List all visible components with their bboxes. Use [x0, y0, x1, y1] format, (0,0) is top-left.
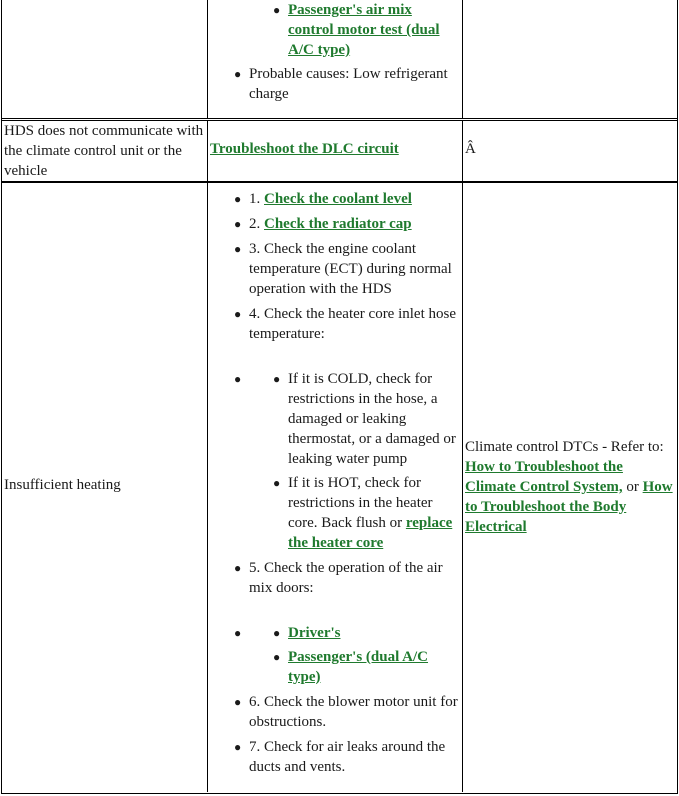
list-item — [273, 473, 461, 553]
list-item — [273, 623, 461, 643]
cause-list — [234, 64, 461, 104]
drivers-link[interactable]: Driver's — [288, 625, 341, 641]
body-electrical-troubleshoot-link[interactable]: How to Troubleshoot the Body Electrical — [465, 479, 673, 535]
other-cell — [463, 183, 677, 792]
other-cell — [463, 0, 677, 118]
procedure-cell — [207, 183, 463, 792]
or-text: or — [622, 479, 643, 495]
troubleshooting-table — [1, 0, 678, 794]
sub-list — [273, 0, 460, 60]
step-number: 2. — [249, 216, 264, 232]
list-item — [234, 64, 461, 104]
passengers-dual-ac-link[interactable]: Passenger's (dual A/C type) — [288, 649, 429, 685]
step-text: 3. Check the engine coolant temperature (ECT) during normal operation with the HDS — [249, 241, 452, 297]
bullet-icon: ● — [273, 650, 281, 664]
list-item — [234, 623, 461, 687]
list-item — [234, 558, 461, 598]
bullet-icon: ● — [273, 372, 281, 386]
replace-heater-core-link[interactable]: replace the heater core — [288, 515, 453, 551]
list-item — [273, 0, 460, 60]
list-item — [234, 239, 461, 299]
list-item — [234, 189, 461, 209]
other-cell — [463, 121, 677, 181]
check-radiator-cap-link[interactable]: Check the radiator cap — [264, 216, 412, 232]
other-text — [465, 437, 675, 537]
check-coolant-level-link[interactable]: Check the coolant level — [264, 191, 412, 207]
bullet-icon: ● — [234, 217, 242, 231]
list-item — [234, 214, 461, 234]
step-text: 4. Check the heater core inlet hose temperature: — [249, 306, 456, 342]
bullet-icon: ● — [234, 192, 242, 206]
list-item — [234, 737, 461, 777]
refer-text: Climate control DTCs - Refer to: — [465, 439, 664, 455]
symptom-text: HDS does not communicate with the climate control unit or the vehicle — [4, 123, 204, 179]
table-row — [2, 0, 677, 119]
bullet-icon: ● — [234, 242, 242, 256]
troubleshoot-dlc-link[interactable]: Troubleshoot the DLC circuit — [210, 141, 399, 157]
list-item — [273, 369, 461, 469]
procedure-cell — [207, 0, 463, 118]
procedure-list — [234, 189, 461, 782]
step-text: 5. Check the operation of the air mix doors: — [249, 560, 443, 596]
list-item — [234, 369, 461, 553]
bullet-icon: ● — [273, 3, 281, 17]
table-row — [2, 120, 677, 182]
list-item — [234, 304, 461, 344]
sub-list — [273, 369, 461, 553]
climate-control-troubleshoot-link[interactable]: How to Troubleshoot the Climate Control System, — [465, 459, 623, 495]
step-text: 7. Check for air leaks around the ducts and vents. — [249, 739, 446, 775]
bullet-icon: ● — [273, 626, 281, 640]
bullet-icon: ● — [273, 476, 281, 490]
bullet-icon: ● — [234, 695, 242, 709]
bullet-icon: ● — [234, 307, 242, 321]
table-row — [2, 182, 677, 792]
step-number: 1. — [249, 191, 264, 207]
bullet-icon: ● — [234, 561, 242, 575]
symptom-cell — [2, 121, 206, 181]
sub-list — [273, 623, 461, 687]
bullet-icon: ● — [234, 626, 242, 640]
bullet-icon: ● — [234, 372, 242, 386]
list-item — [234, 692, 461, 732]
bullet-icon: ● — [234, 67, 242, 81]
probable-causes-text: Probable causes: Low refrigerant charge — [249, 66, 448, 102]
list-item — [273, 647, 461, 687]
step-text: 6. Check the blower motor unit for obstructions. — [249, 694, 458, 730]
passenger-air-mix-test-link[interactable]: Passenger's air mix control motor test (dual A/C type) — [288, 2, 440, 58]
step-text: If it is HOT, check for restrictions in the heater core. Back flush or — [288, 475, 433, 531]
step-text: If it is COLD, check for restrictions in the hose, a damaged or leaking thermostat, or a damaged or leaking water pump — [288, 371, 456, 467]
symptom-cell — [2, 183, 206, 792]
symptom-cell — [2, 0, 206, 118]
symptom-text: Insufficient heating — [4, 477, 121, 493]
procedure-cell — [207, 121, 463, 181]
bullet-icon: ● — [234, 740, 242, 754]
other-text: Â — [465, 141, 476, 157]
